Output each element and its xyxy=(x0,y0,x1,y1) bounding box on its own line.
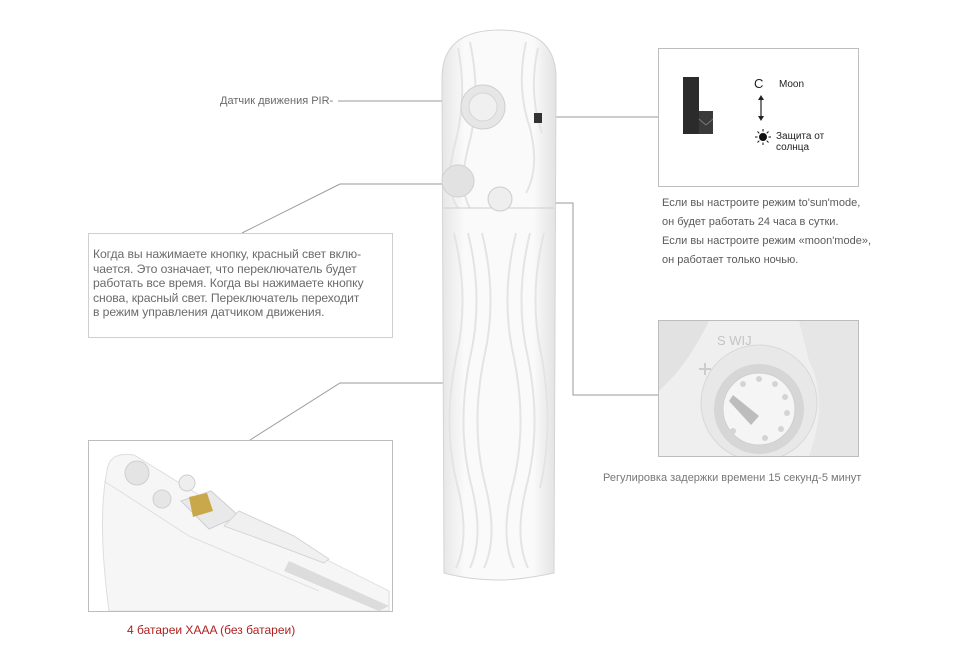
button-description-box xyxy=(88,233,393,338)
mode-text-line: он работает только ночью. xyxy=(662,254,799,266)
battery-callout-line xyxy=(250,383,446,440)
motion-sensor-device xyxy=(430,18,570,593)
description-line: снова, красный свет. Переключатель переходит xyxy=(93,290,360,305)
description-line: в режим управления датчиком движения. xyxy=(93,305,325,319)
mode-explanation xyxy=(662,194,871,270)
delay-dial-inset xyxy=(658,320,859,457)
push-button-icon xyxy=(442,165,474,197)
battery-label: 4 батареи XAAA (без батареи) xyxy=(127,623,296,637)
mode-text-line: Если вы настроите режим to'sun'mode, xyxy=(662,197,861,209)
moon-mode-label: Moon xyxy=(779,79,805,90)
button-callout-line xyxy=(242,184,445,233)
sun-mode-label: Защита от солнца xyxy=(776,131,825,153)
mode-switch-icon xyxy=(534,113,542,123)
delay-dial-icon xyxy=(488,187,512,211)
mode-switch-inset xyxy=(658,48,859,187)
description-line: Когда вы нажимаете кнопку, красный свет вклю- xyxy=(93,247,362,261)
description-line: работать все время. Когда вы нажимаете кнопку xyxy=(93,276,364,290)
mode-text-line: Если вы настроите режим «moon'mode», xyxy=(662,235,871,247)
pir-lens-icon xyxy=(125,461,149,485)
mode-switch-photo xyxy=(659,49,858,186)
dial-print-label: S WIJ xyxy=(717,333,752,348)
battery-inset xyxy=(88,440,393,612)
battery-compartment-photo xyxy=(89,441,392,611)
pir-label: Датчик движения PIR- xyxy=(220,95,334,107)
delay-label: Регулировка задержки времени 15 секунд-5 минут xyxy=(603,472,862,484)
mode-text-line: он будет работать 24 часа в сутки. xyxy=(662,216,839,228)
delay-dial-photo xyxy=(659,321,858,456)
description-line: чается. Это означает, что переключатель будет xyxy=(93,261,357,276)
mode-c-label: C xyxy=(754,76,764,91)
sun-icon xyxy=(755,129,771,145)
